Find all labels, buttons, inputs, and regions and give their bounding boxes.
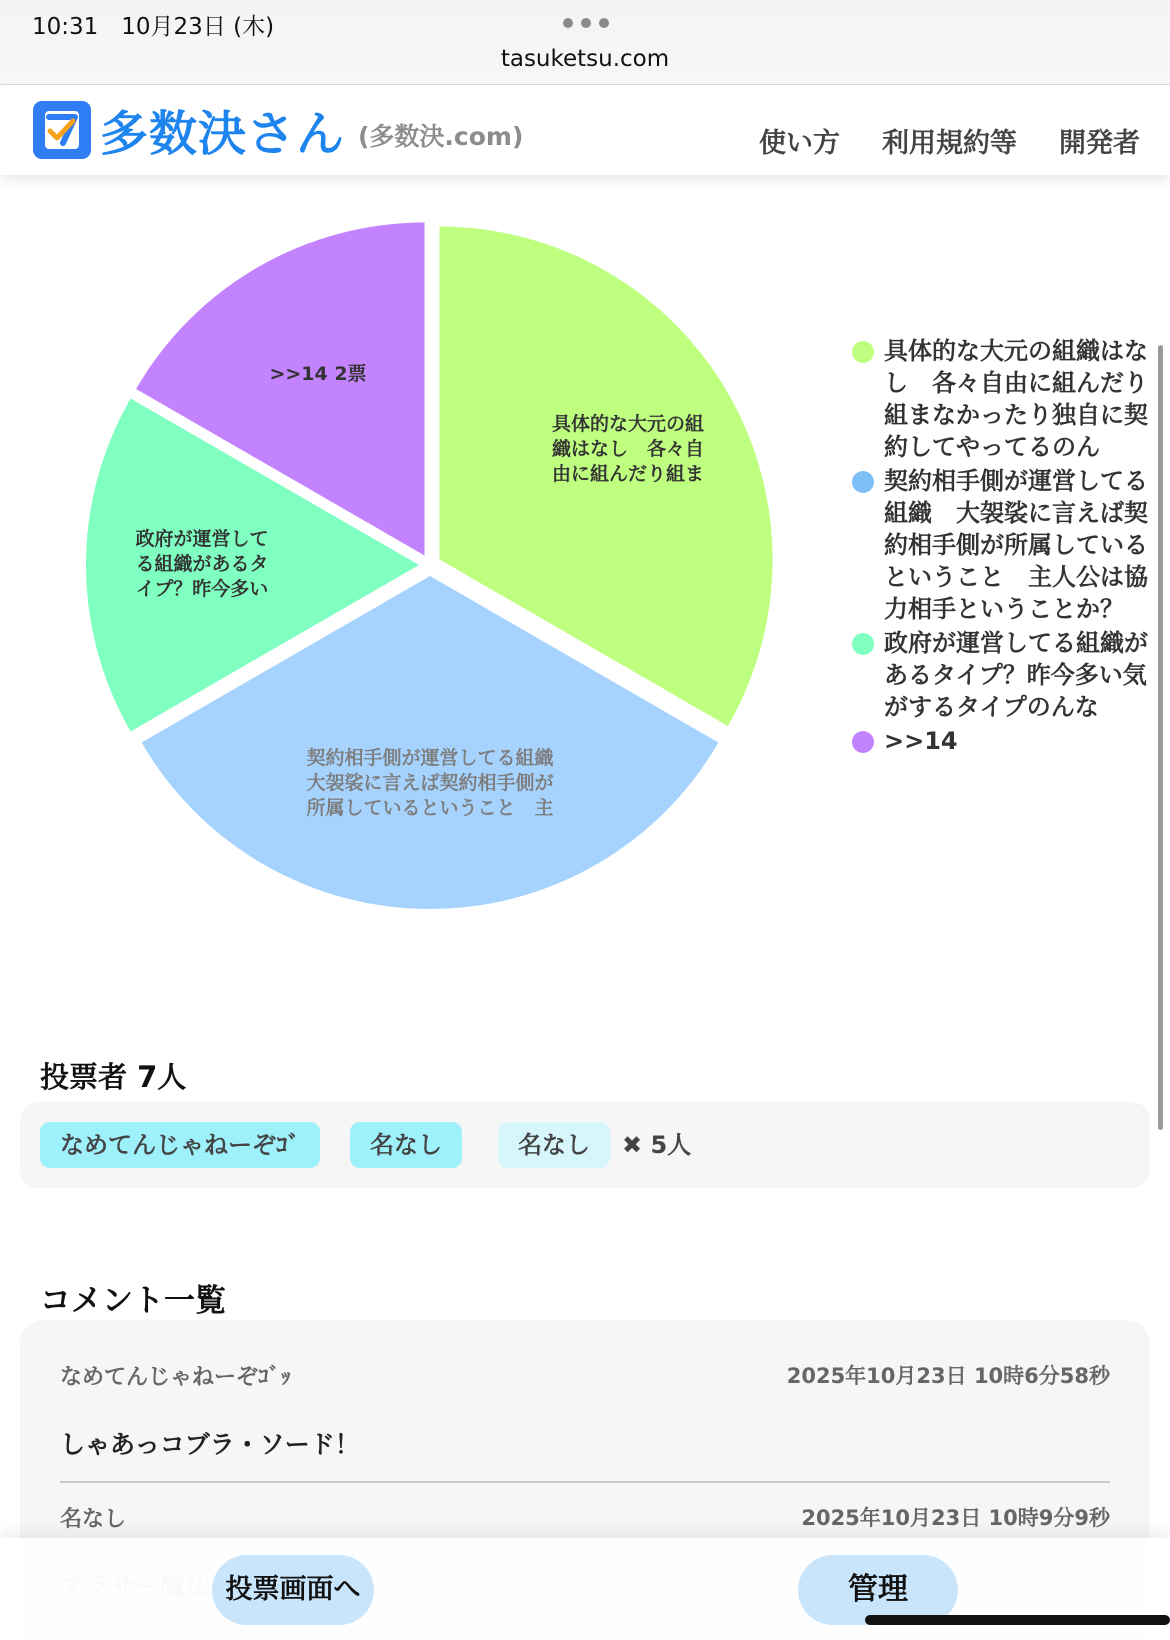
comments-title: コメント一覧 — [40, 1283, 226, 1319]
legend-item[interactable] — [850, 335, 1150, 463]
pie-slice-label: >>14 2票 — [269, 363, 367, 385]
legend-item[interactable] — [850, 725, 1150, 757]
legend-swatch — [852, 633, 874, 655]
legend-swatch — [852, 731, 874, 753]
pie-slice-label: 契約相手側が運営してる組織大袈裟に言えば契約相手側が所属しているということ 主 — [306, 747, 554, 819]
site-subtitle: (多数決.com) — [358, 122, 524, 151]
header-nav — [759, 121, 1140, 160]
comment-author: なめてんじゃねーぞｺﾞｯ — [60, 1365, 292, 1390]
go-to-vote-button[interactable]: 投票画面へ — [212, 1555, 374, 1625]
legend-label: >>14 — [884, 727, 958, 755]
browser-status-bar — [0, 0, 1170, 85]
nav-developer[interactable]: 開発者 — [1059, 128, 1140, 159]
scroll-indicator[interactable] — [1158, 345, 1163, 1130]
site-header — [0, 85, 1170, 175]
more-dots-icon[interactable] — [563, 18, 609, 28]
url-bar[interactable]: tasuketsu.com — [500, 46, 670, 72]
results-pie-chart — [0, 180, 840, 960]
voters-list — [20, 1102, 1150, 1188]
legend-label: 政府が運営してる組織があるタイプ？昨今多い気がするタイプのんな — [884, 629, 1148, 721]
pie-slice-label: 具体的な大元の組織はなし 各々自由に組んだり組ま — [551, 413, 705, 485]
site-title[interactable]: 多数決さん — [100, 106, 346, 162]
voter-chip[interactable]: 名なし — [350, 1122, 462, 1168]
legend-swatch — [852, 341, 874, 363]
comment-author: 名なし — [60, 1507, 127, 1532]
comment-date: 2025年10月23日 10時6分58秒 — [786, 1364, 1110, 1388]
nav-terms[interactable]: 利用規約等 — [882, 128, 1017, 159]
chart-legend — [850, 335, 1150, 759]
legend-label: 具体的な大元の組織はなし 各々自由に組んだり組まなかったり独自に契約してやってるのん — [884, 337, 1148, 461]
pie-slice-label: 政府が運営してる組織があるタイプ？昨今多い — [135, 528, 269, 600]
legend-swatch — [852, 471, 874, 493]
status-time: 10:31 10月23日 (木) — [32, 14, 275, 40]
other-voters-count: ✖ 5人 — [622, 1131, 692, 1159]
comment-divider — [60, 1481, 1110, 1483]
comment-body: しゃあっコブラ・ソード！ — [60, 1430, 360, 1459]
legend-label: 契約相手側が運営してる組織 大袈裟に言えば契約相手側が所属しているということ 主人公は協力相手ということか？ — [884, 467, 1148, 623]
voter-chip[interactable]: 名なし — [498, 1122, 610, 1168]
comment-item — [60, 1360, 1110, 1461]
admin-button[interactable]: 管理 — [798, 1555, 958, 1625]
logo-icon[interactable] — [33, 101, 91, 159]
home-indicator — [865, 1615, 1170, 1625]
legend-item[interactable] — [850, 465, 1150, 625]
voters-title: 投票者 7人 — [40, 1060, 187, 1094]
comment-date: 2025年10月23日 10時9分9秒 — [801, 1506, 1110, 1530]
voter-chip[interactable]: なめてんじゃねーぞｺﾞ — [40, 1122, 320, 1168]
legend-item[interactable] — [850, 627, 1150, 723]
nav-how-to-use[interactable]: 使い方 — [759, 128, 840, 159]
